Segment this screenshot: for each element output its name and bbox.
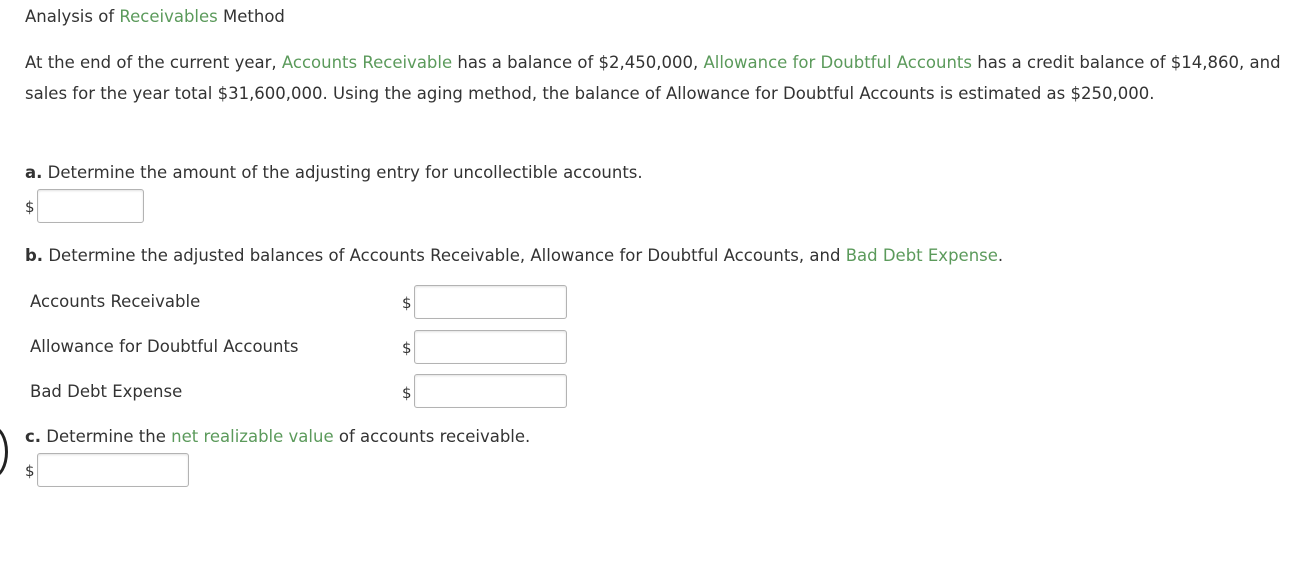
part-c-question: [25, 426, 530, 448]
part-b-question: [25, 245, 1003, 267]
allowance-doubtful-accounts-link[interactable]: Allowance for Doubtful Accounts: [703, 53, 972, 72]
part-c-text-end: of accounts receivable.: [333, 427, 531, 446]
receivables-link[interactable]: Receivables: [119, 7, 218, 26]
edge-circle-icon: [0, 426, 8, 478]
part-a-currency: $: [25, 198, 35, 216]
adjusting-entry-amount-input[interactable]: [37, 189, 144, 223]
part-a-marker: a.: [25, 163, 43, 182]
net-realizable-value-input[interactable]: [37, 453, 189, 487]
accounts-receivable-input[interactable]: [414, 285, 567, 319]
part-a-question: [25, 162, 643, 184]
part-a-text: Determine the amount of the adjusting entry for uncollectible accounts.: [42, 163, 643, 182]
bad-debt-expense-label: Bad Debt Expense: [30, 382, 183, 401]
part-b-text: Determine the adjusted balances of Accounts Receivable, Allowance for Doubtful Accounts, and: [43, 246, 846, 265]
bad-debt-expense-link[interactable]: Bad Debt Expense: [845, 246, 998, 265]
part-c-marker: c.: [25, 427, 42, 446]
accounts-receivable-currency: $: [402, 294, 412, 312]
part-b-text-end: .: [997, 246, 1004, 265]
title-suffix: Method: [217, 7, 285, 26]
allowance-doubtful-accounts-label: Allowance for Doubtful Accounts: [30, 337, 299, 356]
allowance-doubtful-accounts-currency: $: [402, 339, 412, 357]
intro-text-2: has a balance of $2,450,000,: [452, 53, 704, 72]
intro-text-1: At the end of the current year,: [25, 53, 282, 72]
allowance-doubtful-accounts-input[interactable]: [414, 330, 567, 364]
problem-title: [25, 6, 285, 28]
intro-text-3: has a credit balance of $14,860, and sales for the year total $31,600,000. Using the aging method, the balance of Allowance for Doubtful Accounts is estimated as $250,000.: [25, 53, 1281, 103]
net-realizable-value-link[interactable]: net realizable value: [171, 427, 334, 446]
part-c-text: Determine the: [41, 427, 172, 446]
bad-debt-expense-currency: $: [402, 384, 412, 402]
title-prefix: Analysis of: [25, 7, 120, 26]
bad-debt-expense-input[interactable]: [414, 374, 567, 408]
accounts-receivable-link[interactable]: Accounts Receivable: [281, 53, 453, 72]
problem-intro: [25, 47, 1297, 109]
part-c-currency: $: [25, 462, 35, 480]
accounts-receivable-label: Accounts Receivable: [30, 292, 201, 311]
part-b-marker: b.: [25, 246, 44, 265]
